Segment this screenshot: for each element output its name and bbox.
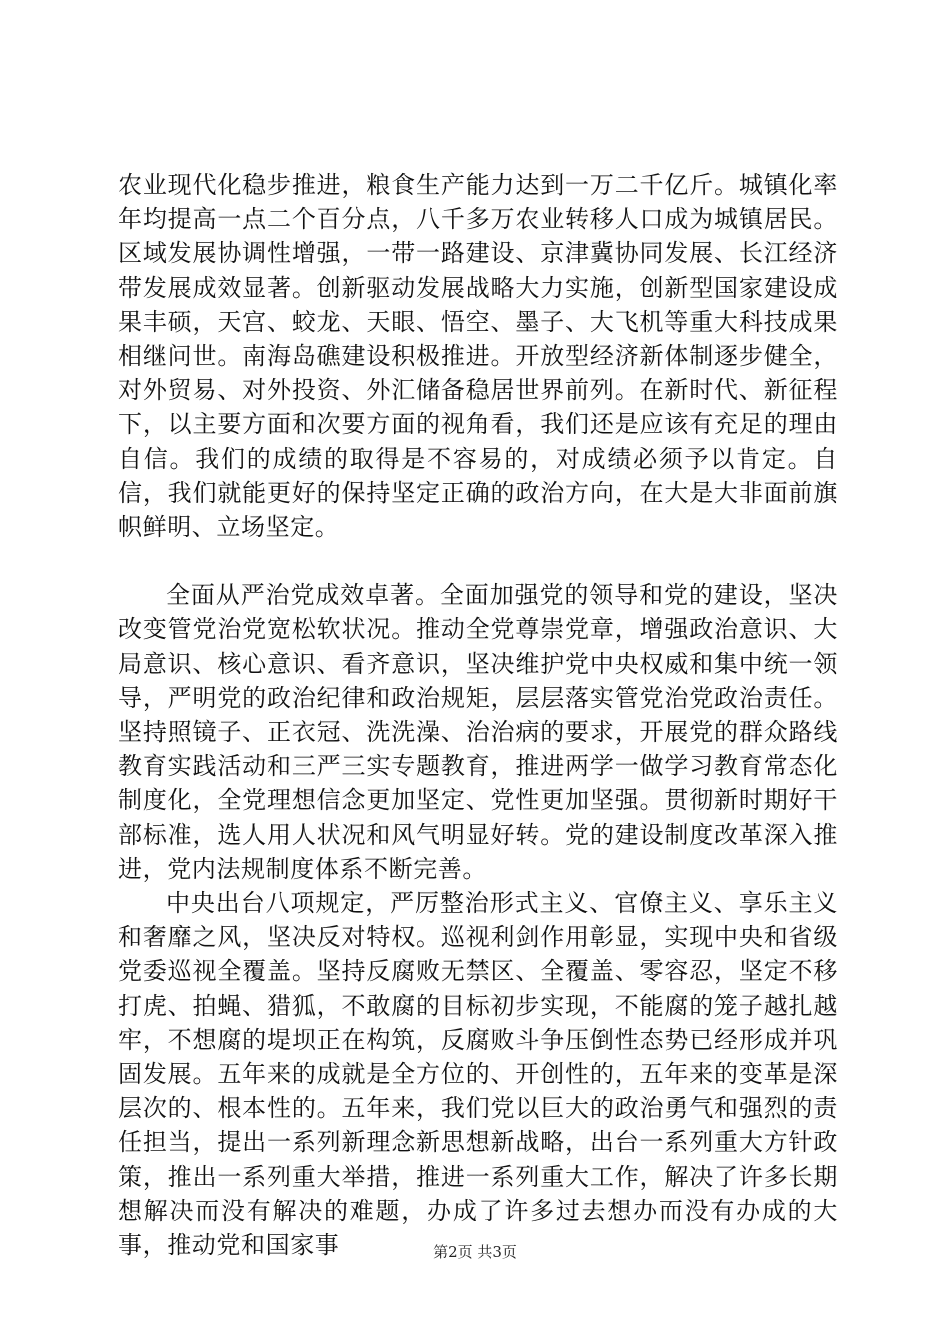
page-number-footer: 第2页 共3页: [433, 1243, 517, 1261]
paragraph-achievements: 农业现代化稳步推进，粮食生产能力达到一万二千亿斤。城镇化率年均提高一点二个百分点，八千多万农业转移人口成为城镇居民。区域发展协调性增强，一带一路建设、京津冀协同发展、长江经济带发展成效显著。创新驱动发展战略大力实施，创新型国家建设成果丰硕，天宫、蛟龙、天眼、悟空、墨子、大飞机等重大科技成果相继问世。南海岛礁建设积极推进。开放型经济新体制逐步健全，对外贸易、对外投资、外汇储备稳居世界前列。在新时代、新征程下，以主要方面和次要方面的视角看，我们还是应该有充足的理由自信。我们的成绩的取得是不容易的，对成绩必须予以肯定。自信，我们就能更好的保持坚定正确的政治方向，在大是大非面前旗帜鲜明、立场坚定。: [118, 171, 838, 542]
paragraph-party-governance: 全面从严治党成效卓著。全面加强党的领导和党的建设，坚决改变管党治党宽松软状况。推动全党尊崇党章，增强政治意识、大局意识、核心意识、看齐意识，坚决维护党中央权威和集中统一领导，严明党的政治纪律和政治规矩，层层落实管党治党政治责任。坚持照镜子、正衣冠、洗洗澡、治治病的要求，开展党的群众路线教育实践活动和三严三实专题教育，推进两学一做学习教育常态化制度化，全党理想信念更加坚定、党性更加坚强。贯彻新时期好干部标准，选人用人状况和风气明显好转。党的建设制度改革深入推进，党内法规制度体系不断完善。: [118, 581, 838, 883]
document-body: [118, 168, 838, 1262]
paragraph-eight-rules: 中央出台八项规定，严厉整治形式主义、官僚主义、享乐主义和奢靡之风，坚决反对特权。巡视利剑作用彰显，实现中央和省级党委巡视全覆盖。坚持反腐败无禁区、全覆盖、零容忍，坚定不移打虎、拍蝇、猎狐，不敢腐的目标初步实现，不能腐的笼子越扎越牢，不想腐的堤坝正在构筑，反腐败斗争压倒性态势已经形成并巩固发展。五年来的成就是全方位的、开创性的，五年来的变革是深层次的、根本性的。五年来，我们党以巨大的政治勇气和强烈的责任担当，提出一系列新理念新思想新战略，出台一系列重大方针政策，推出一系列重大举措，推进一系列重大工作，解决了许多长期想解决而没有解决的难题，办成了许多过去想办而没有办成的大事，推动党和国家事: [118, 889, 838, 1260]
